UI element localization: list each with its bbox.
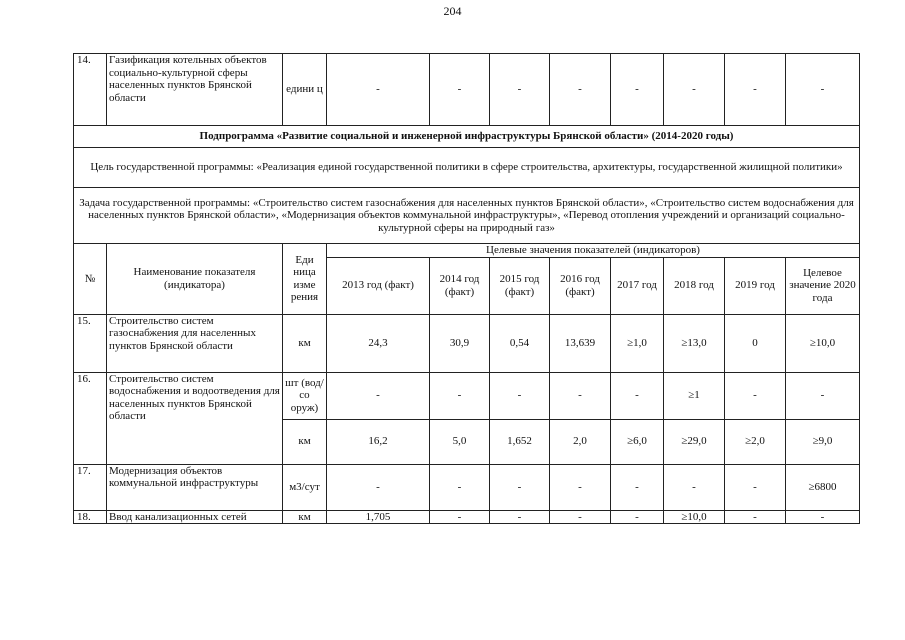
unit-cell: м3/сут bbox=[283, 464, 327, 510]
unit-cell: шт (вод/со оруж) bbox=[283, 372, 327, 419]
table-row-15 bbox=[74, 314, 860, 372]
value-cell: - bbox=[490, 54, 550, 126]
indicator-name: Газификация котельных объектов социально-культурной сферы населенных пунктов Брянской области bbox=[107, 54, 283, 126]
header-name: Наименование показателя (индикатора) bbox=[107, 244, 283, 315]
value-cell: 2,0 bbox=[550, 419, 611, 464]
value-cell: ≥6800 bbox=[786, 464, 860, 510]
value-cell: ≥1 bbox=[664, 372, 725, 419]
value-cell: - bbox=[327, 464, 430, 510]
value-cell: ≥1,0 bbox=[611, 314, 664, 372]
value-cell: 24,3 bbox=[327, 314, 430, 372]
program-goal: Цель государственной программы: «Реализация единой государственной политики в сфере строительства, архитектуры, государственной жилищной политики» bbox=[74, 148, 860, 188]
value-cell: - bbox=[664, 54, 725, 126]
unit-cell: км bbox=[283, 419, 327, 464]
unit-cell: едини ц bbox=[283, 54, 327, 126]
goal-row bbox=[74, 148, 860, 188]
indicator-name: Строительство систем водоснабжения и водоотведения для населенных пунктов Брянской области bbox=[107, 372, 283, 464]
value-cell: - bbox=[550, 510, 611, 524]
header-unit: Еди ница изме рения bbox=[283, 244, 327, 315]
value-cell: - bbox=[430, 54, 490, 126]
header-target-values: Целевые значения показателей (индикаторов) bbox=[327, 244, 860, 258]
header-number: № bbox=[74, 244, 107, 315]
table-row-17 bbox=[74, 464, 860, 510]
value-cell: ≥13,0 bbox=[664, 314, 725, 372]
value-cell: - bbox=[550, 54, 611, 126]
value-cell: - bbox=[786, 372, 860, 419]
value-cell: ≥2,0 bbox=[725, 419, 786, 464]
header-year: 2017 год bbox=[611, 257, 664, 314]
value-cell: - bbox=[725, 372, 786, 419]
program-task: Задача государственной программы: «Строительство систем газоснабжения для населенных пунктов Брянской области», «Строительство систем водоснабжения для населенных пунктов Брянской области», «Модернизация объектов коммунальной инфраструктуры», «Перевод отопления учреждений и организаций социально-культурной сферы на природный газ» bbox=[74, 188, 860, 244]
value-cell: - bbox=[327, 54, 430, 126]
header-year: 2015 год (факт) bbox=[490, 257, 550, 314]
value-cell: - bbox=[490, 464, 550, 510]
unit-cell: км bbox=[283, 510, 327, 524]
indicators-table bbox=[73, 53, 860, 524]
value-cell: 1,705 bbox=[327, 510, 430, 524]
value-cell: - bbox=[430, 372, 490, 419]
row-number: 18. bbox=[74, 510, 107, 524]
indicator-name: Строительство систем газоснабжения для населенных пунктов Брянской области bbox=[107, 314, 283, 372]
subprogram-title: Подпрограмма «Развитие социальной и инженерной инфраструктуры Брянской области» (2014-2020 годы) bbox=[74, 126, 860, 148]
value-cell: 0 bbox=[725, 314, 786, 372]
value-cell: 1,652 bbox=[490, 419, 550, 464]
value-cell: 5,0 bbox=[430, 419, 490, 464]
value-cell: - bbox=[611, 372, 664, 419]
value-cell: ≥6,0 bbox=[611, 419, 664, 464]
value-cell: - bbox=[430, 510, 490, 524]
row-number: 16. bbox=[74, 372, 107, 464]
table-row-16 bbox=[74, 372, 860, 419]
table-header-row bbox=[74, 244, 860, 258]
value-cell: ≥10,0 bbox=[786, 314, 860, 372]
indicator-name: Модернизация объектов коммунальной инфраструктуры bbox=[107, 464, 283, 510]
unit-cell: км bbox=[283, 314, 327, 372]
value-cell: - bbox=[550, 464, 611, 510]
value-cell: 13,639 bbox=[550, 314, 611, 372]
header-year: 2014 год (факт) bbox=[430, 257, 490, 314]
value-cell: - bbox=[611, 510, 664, 524]
value-cell: 16,2 bbox=[327, 419, 430, 464]
value-cell: - bbox=[490, 372, 550, 419]
page-number: 204 bbox=[443, 4, 462, 18]
row-number: 15. bbox=[74, 314, 107, 372]
task-row bbox=[74, 188, 860, 244]
row-number: 17. bbox=[74, 464, 107, 510]
header-year: 2013 год (факт) bbox=[327, 257, 430, 314]
value-cell: - bbox=[550, 372, 611, 419]
table-row-18 bbox=[74, 510, 860, 524]
value-cell: - bbox=[611, 464, 664, 510]
value-cell: - bbox=[327, 372, 430, 419]
value-cell: - bbox=[611, 54, 664, 126]
value-cell: - bbox=[490, 510, 550, 524]
value-cell: - bbox=[430, 464, 490, 510]
value-cell: - bbox=[786, 54, 860, 126]
value-cell: ≥9,0 bbox=[786, 419, 860, 464]
value-cell: ≥10,0 bbox=[664, 510, 725, 524]
value-cell: - bbox=[725, 54, 786, 126]
value-cell: 0,54 bbox=[490, 314, 550, 372]
indicator-name: Ввод канализационных сетей bbox=[107, 510, 283, 524]
header-year: 2018 год bbox=[664, 257, 725, 314]
value-cell: - bbox=[725, 464, 786, 510]
row-number: 14. bbox=[74, 54, 107, 126]
value-cell: - bbox=[786, 510, 860, 524]
subprogram-row bbox=[74, 126, 860, 148]
value-cell: - bbox=[725, 510, 786, 524]
table-row-14 bbox=[74, 54, 860, 126]
header-year: 2016 год (факт) bbox=[550, 257, 611, 314]
value-cell: ≥29,0 bbox=[664, 419, 725, 464]
value-cell: 30,9 bbox=[430, 314, 490, 372]
header-year: 2019 год bbox=[725, 257, 786, 314]
header-year: Целевое значение 2020 года bbox=[786, 257, 860, 314]
value-cell: - bbox=[664, 464, 725, 510]
